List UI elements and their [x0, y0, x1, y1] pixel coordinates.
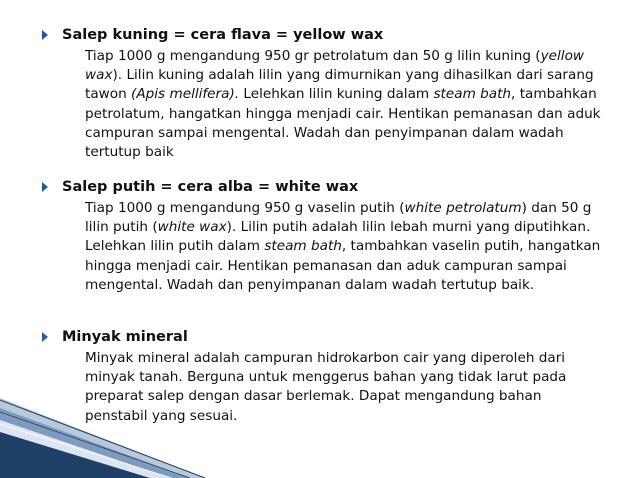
italic-term: steam bath	[264, 238, 342, 255]
body-text: Minyak mineral adalah campuran hidrokarbon cair yang diperoleh dari minyak tanah. Berguna untuk menggerus bahan yang tidak larut pada preparat salep dengan dasar berlemak. Dapat mengandung bahan penstabil yang sesuai.	[85, 350, 567, 424]
section-salep-kuning	[42, 25, 612, 162]
italic-term: yellow wax	[85, 48, 585, 84]
body-text: ) dan 50 g lilin putih (	[85, 200, 592, 236]
body-text: ). Lilin kuning adalah lilin yang dimurnikan yang dihasilkan dari sarang tawon	[85, 67, 594, 103]
italic-term: (Apis mellifera).	[131, 86, 240, 103]
body-text: , tambahkan petrolatum, hangatkan hingga menjadi cair. Hentikan pemanasan dan aduk campuran sampai mengental. Wadah dan penyimpanan dalam wadah tertutup baik	[85, 86, 601, 161]
body-text: Tiap 1000 g mengandung 950 gr petrolatum dan 50 g lilin kuning (	[85, 48, 541, 64]
body-text: , tambahkan vaselin putih, hangatkan hingga menjadi cair. Hentikan pemanasan dan aduk campuran sampai mengental. Wadah dan penyimpanan dalam wadah tertutup baik.	[85, 238, 601, 293]
section-body	[85, 349, 605, 426]
section-body	[85, 47, 605, 162]
heading-text: Minyak mineral	[62, 329, 188, 345]
italic-term: white petrolatum	[404, 200, 522, 216]
bullet-arrow-icon	[42, 332, 48, 342]
italic-term: steam bath	[433, 86, 512, 103]
section-heading	[42, 327, 612, 347]
body-text: ). Lilin putih adalah lilin lebah murni yang diputihkan. Lelehkan lilin putih dalam	[85, 219, 591, 255]
section-heading	[42, 25, 612, 45]
bullet-arrow-icon	[42, 30, 48, 40]
section-body	[85, 199, 605, 295]
section-minyak-mineral	[42, 327, 612, 426]
heading-text: Salep putih = cera alba = white wax	[62, 179, 359, 195]
italic-term: white wax	[157, 219, 227, 236]
body-text: Lelehkan lilin kuning dalam	[239, 86, 434, 103]
section-salep-putih	[42, 177, 612, 295]
body-text: Tiap 1000 g mengandung 950 g vaselin putih (	[85, 200, 405, 216]
bullet-arrow-icon	[42, 182, 48, 192]
section-heading	[42, 177, 612, 197]
heading-text: Salep kuning = cera flava = yellow wax	[62, 27, 384, 43]
